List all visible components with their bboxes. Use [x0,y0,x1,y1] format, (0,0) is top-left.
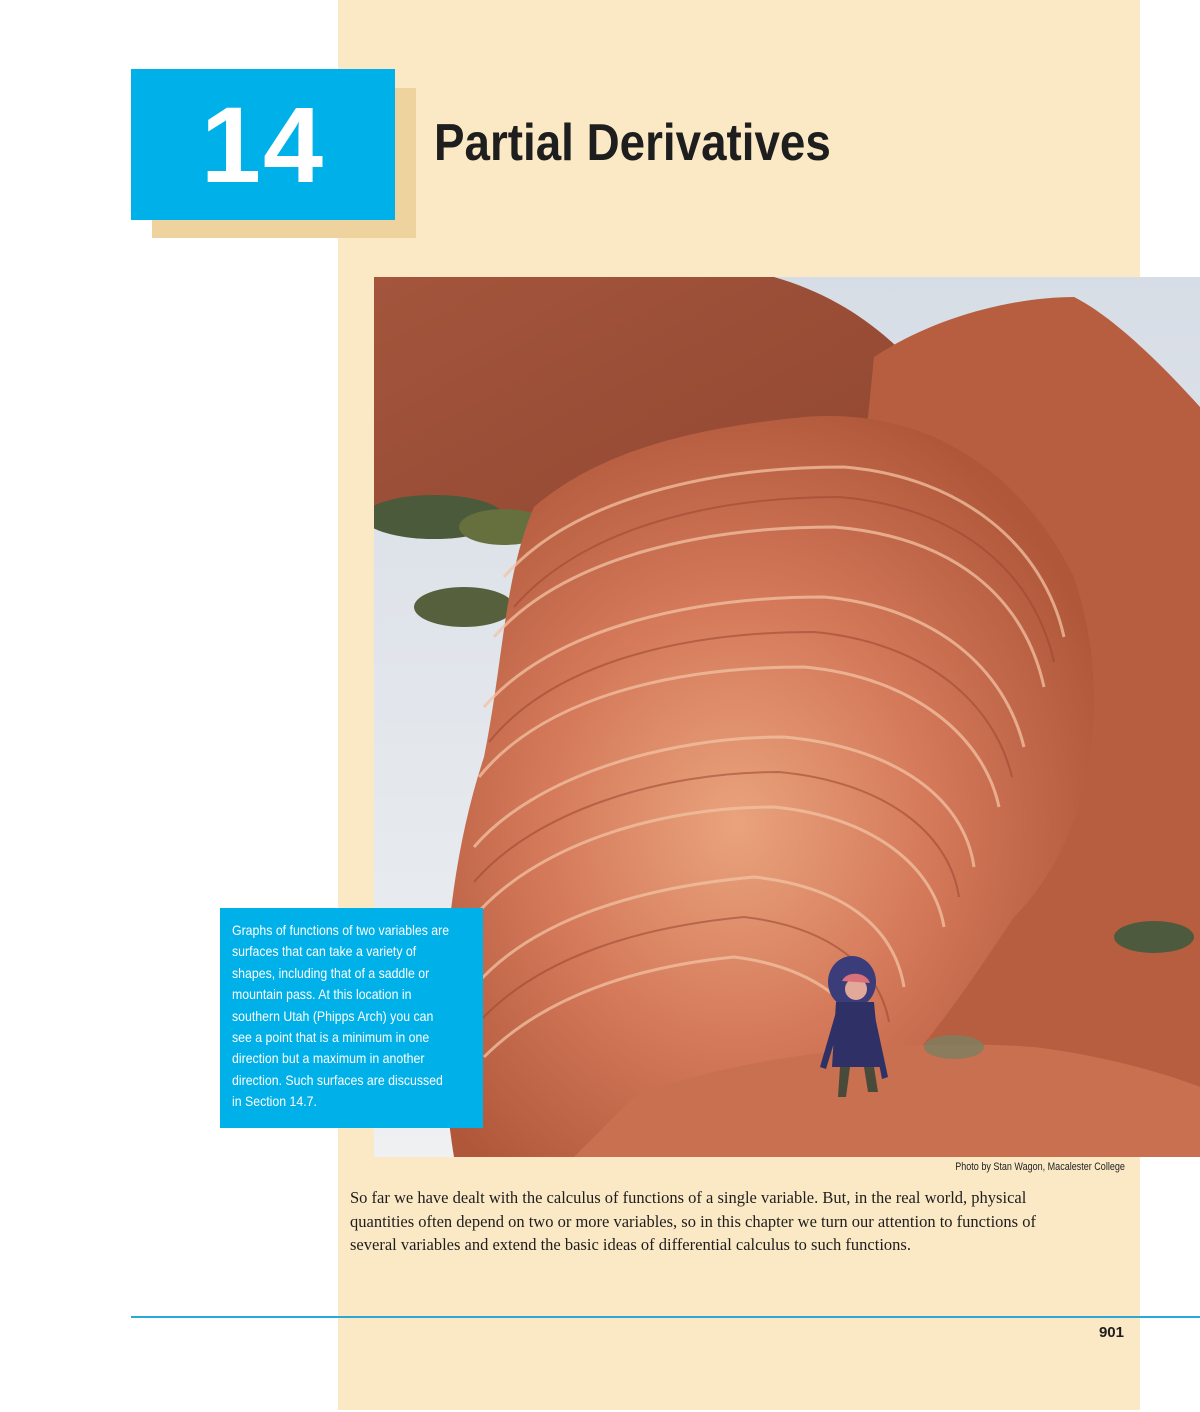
footer-rule [131,1316,1200,1318]
photo-illustration [374,277,1200,1157]
sandstone-photo [374,277,1200,1157]
page-number: 901 [1098,1324,1124,1341]
photo-caption-box [220,908,483,1128]
chapter-number: 14 [200,84,326,205]
chapter-number-box [131,69,395,220]
intro-paragraph: So far we have dealt with the calculus of functions of a single variable. But, in the real world, physical quantities often depend on two or more variables, so in this chapter we turn our attention to functions of several variables and extend the basic ideas of differential calculus to such functions. [350,1188,1036,1254]
photo-credit: Photo by Stan Wagon, Macalester College [955,1161,1125,1173]
photo-caption: Graphs of functions of two variables are surfaces that can take a variety of shapes, including that of a saddle or mountain pass. At this location in southern Utah (Phipps Arch) you can see a point that is a minimum in one direction but a maximum in another direction. Such surfaces are discussed in Section 14.7. [232,922,450,1110]
chapter-title: Partial Derivatives [434,114,831,172]
